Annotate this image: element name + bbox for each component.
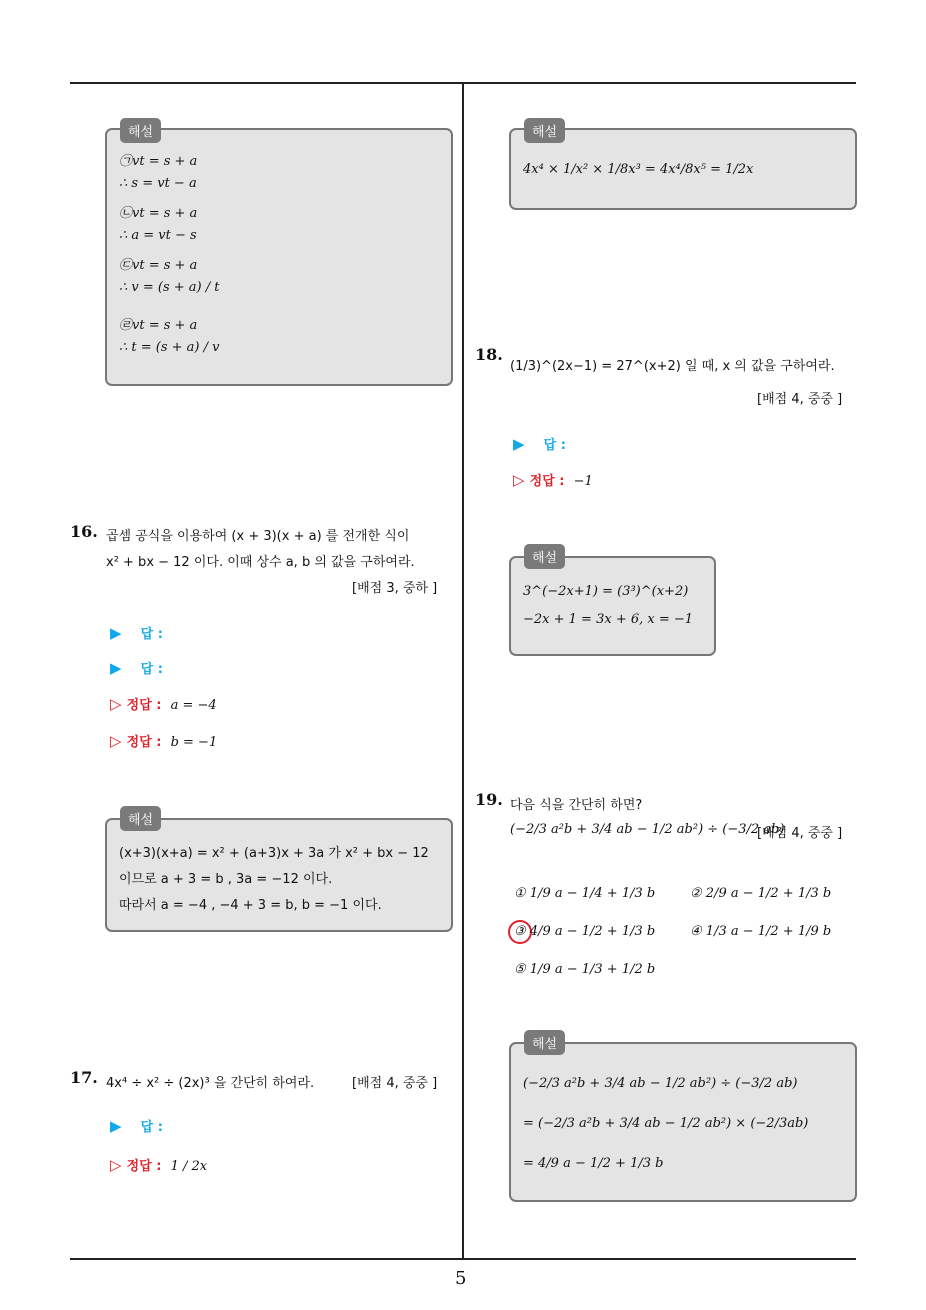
question-19-text: 다음 식을 간단히 하면? [510, 798, 643, 813]
play-arrow-icon: ▶ [110, 1117, 122, 1135]
column-divider [462, 84, 464, 1259]
solution-line: ∴ t = (s + a) / v [119, 340, 220, 355]
solution-line: 3^(−2x+1) = (3³)^(x+2) [523, 584, 689, 599]
correct-answer-row [513, 470, 593, 489]
question-19-expression: (−2/3 a²b + 3/4 ab − 1/2 ab²) ÷ (−3/2 ab) [510, 822, 785, 837]
correct-value: −1 [573, 474, 593, 489]
play-arrow-icon: ▶ [513, 435, 525, 453]
play-arrow-icon: ▶ [110, 659, 122, 677]
question-number-19: 19. [475, 790, 503, 809]
solution-line: ㉢vt = s + a [119, 258, 198, 273]
solution-line: 4x⁴ × 1/x² × 1/8x³ = 4x⁴/8x⁵ = 1/2x [523, 162, 754, 177]
page-number: 5 [455, 1268, 467, 1289]
answer-row [110, 1116, 163, 1135]
correct-answer-row [110, 694, 217, 713]
outline-arrow-icon: ▷ [513, 471, 525, 489]
solution-box-18 [509, 556, 716, 656]
outline-arrow-icon: ▷ [110, 1156, 122, 1174]
solution-line: (x+3)(x+a) = x² + (a+3)x + 3a 가 x² + bx − 12 [119, 846, 429, 861]
question-number-17: 17. [70, 1068, 98, 1087]
outline-arrow-icon: ▷ [110, 732, 122, 750]
option-3[interactable]: ③ 4/9 a − 1/2 + 1/3 b [514, 924, 656, 939]
answer-label: 답 : [140, 662, 163, 677]
outline-arrow-icon: ▷ [110, 695, 122, 713]
answer-label: 답 : [543, 438, 566, 453]
question-19-score: [배점 4, 중중 ] [757, 826, 843, 841]
solution-line: −2x + 1 = 3x + 6, x = −1 [523, 612, 694, 627]
solution-line: = (−2/3 a²b + 3/4 ab − 1/2 ab²) × (−2/3ab) [523, 1116, 809, 1131]
question-17-text: 4x⁴ ÷ x² ÷ (2x)³ 을 간단히 하여라. [106, 1076, 315, 1091]
correct-label: 정답 : [126, 698, 162, 713]
correct-value: b = −1 [170, 735, 218, 750]
solution-box-19 [509, 1042, 857, 1202]
solution-line: = 4/9 a − 1/2 + 1/3 b [523, 1156, 664, 1171]
option-1[interactable]: ① 1/9 a − 1/4 + 1/3 b [514, 886, 656, 901]
bottom-rule [70, 1258, 856, 1260]
option-5[interactable]: ⑤ 1/9 a − 1/3 + 1/2 b [514, 962, 656, 977]
answer-row [110, 658, 163, 677]
question-17-score: [배점 4, 중중 ] [352, 1076, 438, 1091]
solution-tag: 해설 [524, 544, 565, 569]
solution-tag: 해설 [524, 118, 565, 143]
question-16-text-line2: x² + bx − 12 이다. 이때 상수 a, b 의 값을 구하여라. [106, 555, 415, 570]
solution-line: ㉡vt = s + a [119, 206, 198, 221]
solution-line: ㉣vt = s + a [119, 318, 198, 333]
solution-line: ∴ v = (s + a) / t [119, 280, 220, 295]
solution-tag: 해설 [120, 806, 161, 831]
solution-line: (−2/3 a²b + 3/4 ab − 1/2 ab²) ÷ (−3/2 ab) [523, 1076, 798, 1091]
solution-tag: 해설 [120, 118, 161, 143]
solution-line: 따라서 a = −4 , −4 + 3 = b, b = −1 이다. [119, 898, 382, 913]
question-number-16: 16. [70, 522, 98, 541]
solution-line: 이므로 a + 3 = b , 3a = −12 이다. [119, 872, 333, 887]
correct-label: 정답 : [126, 1159, 162, 1174]
solution-line: ∴ a = vt − s [119, 228, 197, 243]
question-16-score: [배점 3, 중하 ] [352, 581, 438, 596]
correct-label: 정답 : [529, 474, 565, 489]
option-2[interactable]: ② 2/9 a − 1/2 + 1/3 b [690, 886, 832, 901]
correct-label: 정답 : [126, 735, 162, 750]
solution-line: ㉠vt = s + a [119, 154, 198, 169]
correct-value: 1 / 2x [170, 1159, 208, 1174]
answer-label: 답 : [140, 1120, 163, 1135]
solution-tag: 해설 [524, 1030, 565, 1055]
question-18-text: (1/3)^(2x−1) = 27^(x+2) 일 때, x 의 값을 구하여라. [510, 359, 835, 374]
question-number-18: 18. [475, 345, 503, 364]
question-18-score: [배점 4, 중중 ] [757, 392, 843, 407]
question-16-text-line1: 곱셈 공식을 이용하여 (x + 3)(x + a) 를 전개한 식이 [106, 529, 410, 544]
solution-box-16 [105, 818, 453, 932]
answer-label: 답 : [140, 627, 163, 642]
correct-value: a = −4 [170, 698, 217, 713]
play-arrow-icon: ▶ [110, 624, 122, 642]
answer-row [110, 623, 163, 642]
correct-answer-row [110, 1155, 207, 1174]
solution-box-15 [105, 128, 453, 386]
answer-row [513, 434, 566, 453]
solution-line: ∴ s = vt − a [119, 176, 197, 191]
correct-answer-row [110, 731, 217, 750]
option-4[interactable]: ④ 1/3 a − 1/2 + 1/9 b [690, 924, 832, 939]
